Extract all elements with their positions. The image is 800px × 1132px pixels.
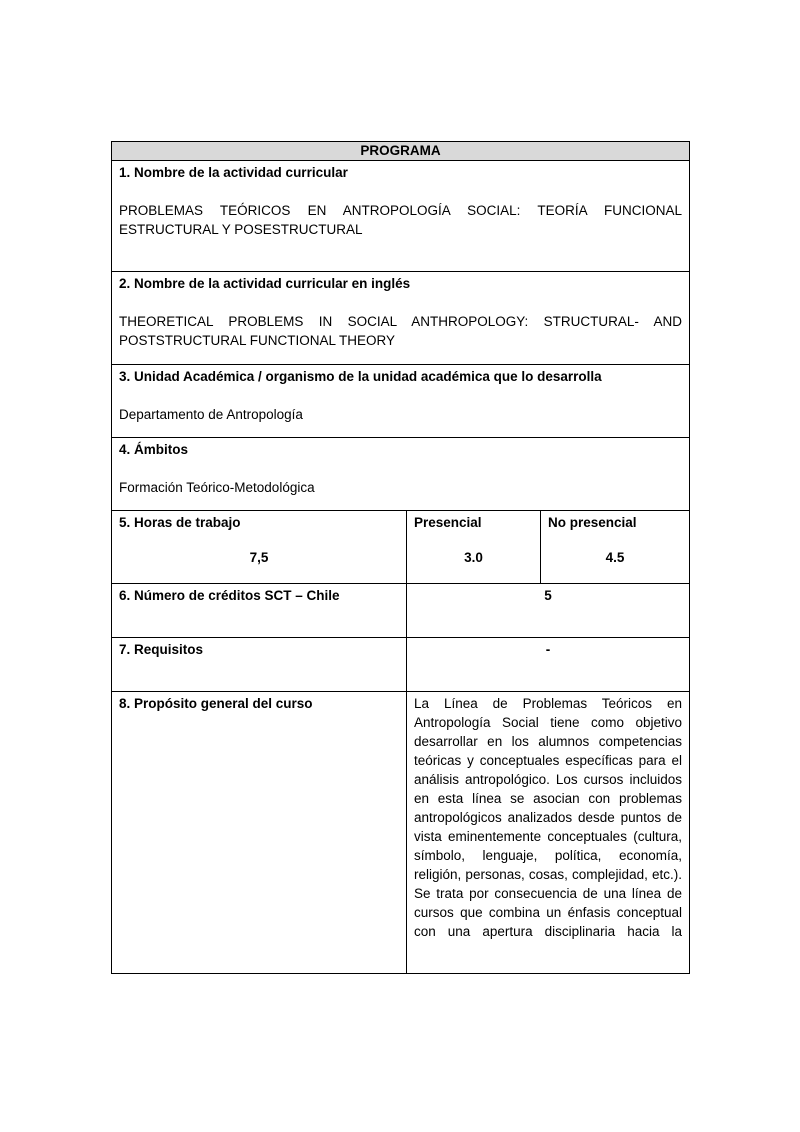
english-name-title: 2. Nombre de la actividad curricular en inglés — [119, 276, 411, 291]
no-presencial-value: 4.5 — [605, 550, 625, 565]
section-course-name-english — [112, 272, 690, 365]
presencial-cell — [407, 511, 541, 584]
english-name-value: THEORETICAL PROBLEMS IN SOCIAL ANTHROPOLOGY: STRUCTURAL- AND POSTSTRUCTURAL FUNCTIONAL THEORY — [119, 314, 682, 348]
no-presencial-label: No presencial — [548, 515, 637, 530]
academic-unit-value: Departamento de Antropología — [119, 407, 303, 422]
presencial-label: Presencial — [414, 515, 482, 530]
scope-value: Formación Teórico-Metodológica — [119, 480, 315, 495]
course-name-title: 1. Nombre de la actividad curricular — [119, 165, 348, 180]
purpose-cell — [407, 692, 690, 974]
section-requirements — [112, 638, 407, 692]
scope-title: 4. Ámbitos — [119, 442, 189, 457]
section-work-hours — [112, 511, 407, 584]
section-academic-unit — [112, 365, 690, 438]
section-scope — [112, 438, 690, 511]
requirements-value: - — [545, 642, 551, 657]
section-purpose — [112, 692, 407, 974]
section-course-name — [112, 161, 690, 272]
course-name-value: PROBLEMAS TEÓRICOS EN ANTROPOLOGÍA SOCIAL: TEORÍA FUNCIONAL ESTRUCTURAL Y POSESTRUCTURAL — [119, 203, 682, 237]
work-hours-total: 7,5 — [249, 550, 269, 565]
credits-title: 6. Número de créditos SCT – Chile — [119, 588, 340, 603]
presencial-value: 3.0 — [464, 550, 483, 565]
program-header: PROGRAMA — [112, 142, 690, 161]
program-table — [111, 141, 690, 974]
no-presencial-cell — [541, 511, 690, 584]
work-hours-title: 5. Horas de trabajo — [119, 515, 241, 530]
purpose-text: La Línea de Problemas Teóricos en Antropología Social tiene como objetivo desarrollar en los alumnos competencias teóricas y conceptuales específicas para el análisis antropológico. Los cursos incluidos en esta línea se asocian con problemas antropológicos analizados desde puntos de vista eminentemente conceptuales (cultura, símbolo, lenguaje, política, economía, religión, personas, cosas, complejidad, etc.). Se trata por consecuencia de una línea de cursos que combina un énfasis conceptual con una apertura disciplinaria hacia la — [414, 696, 682, 939]
requirements-title: 7. Requisitos — [119, 642, 204, 657]
section-credits — [112, 584, 407, 638]
requirements-cell — [407, 638, 690, 692]
credits-cell — [407, 584, 690, 638]
purpose-title: 8. Propósito general del curso — [119, 696, 313, 711]
academic-unit-title: 3. Unidad Académica / organismo de la unidad académica que lo desarrolla — [119, 369, 602, 384]
credits-value: 5 — [544, 588, 552, 603]
